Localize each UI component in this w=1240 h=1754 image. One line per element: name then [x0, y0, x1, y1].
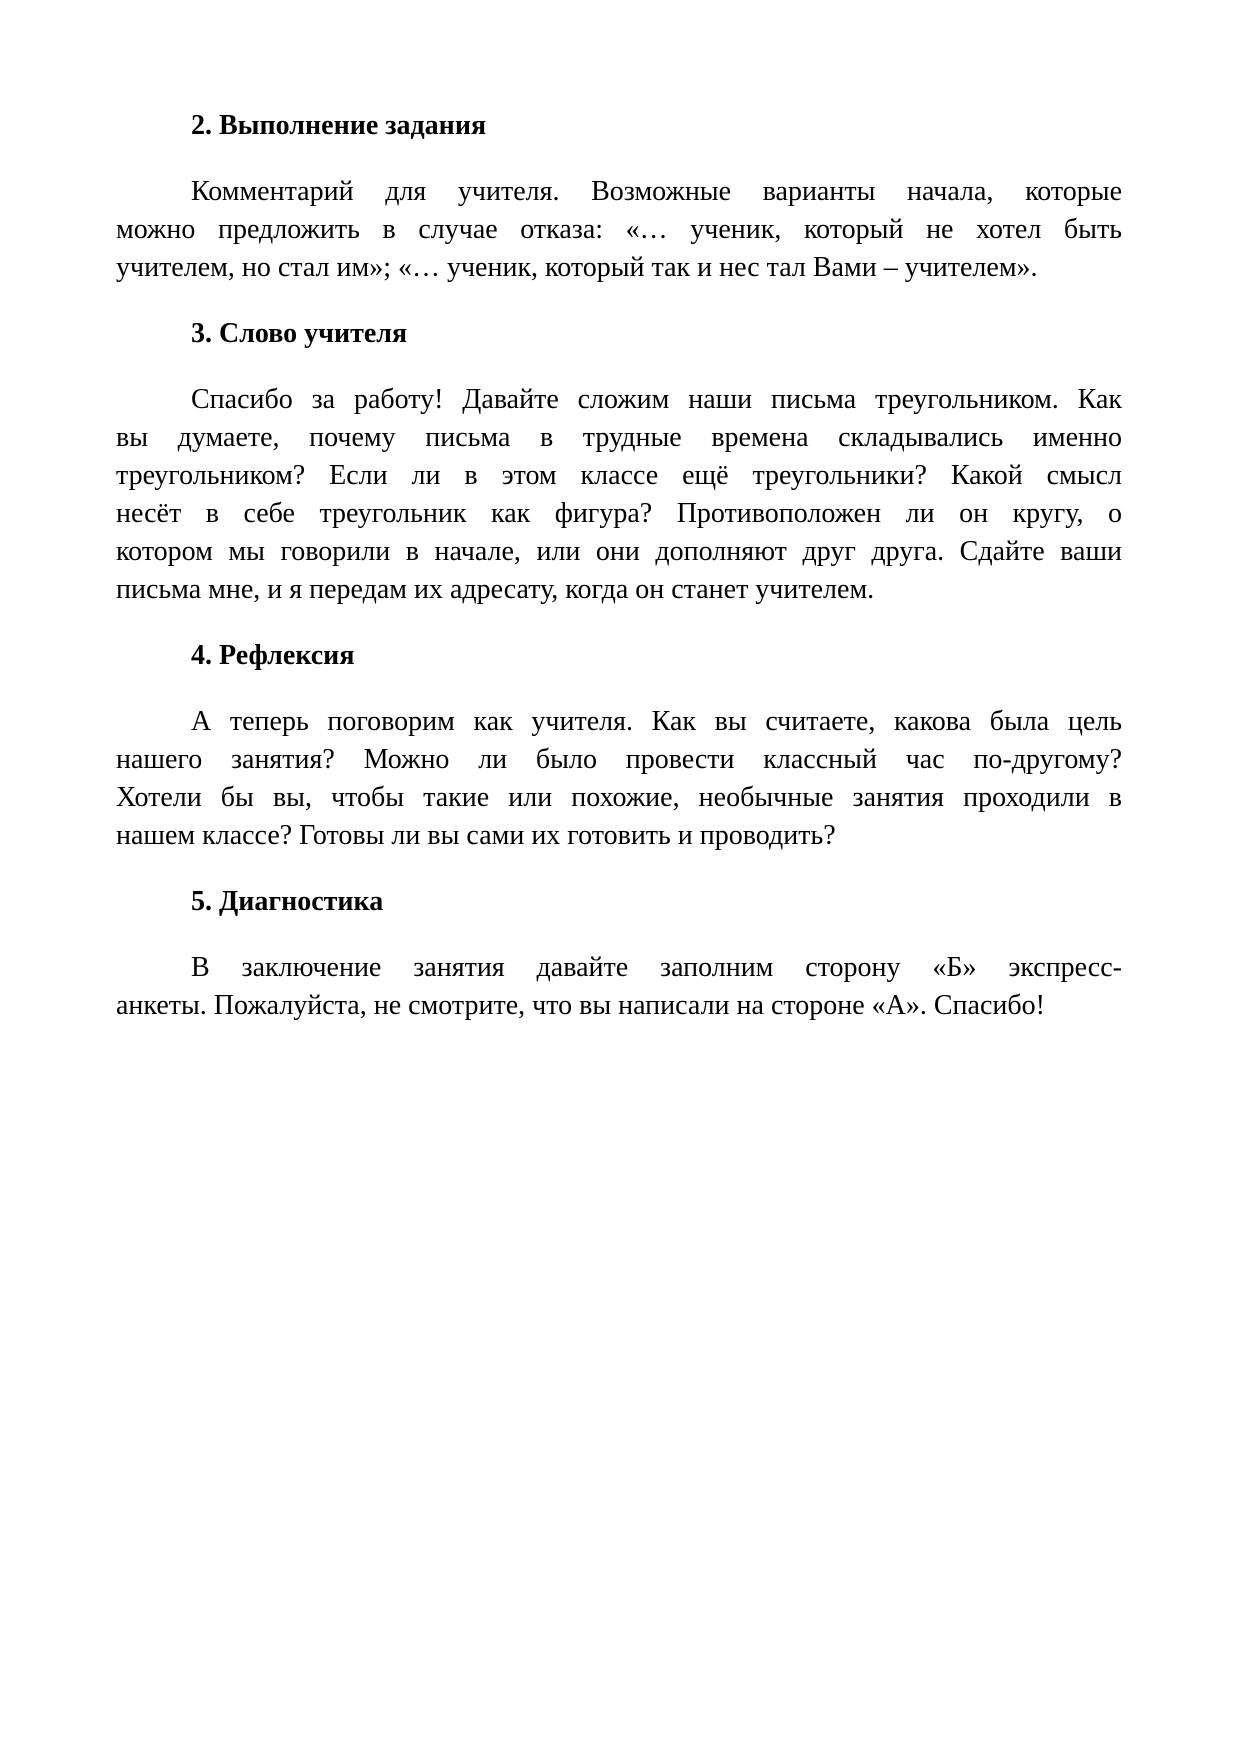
section-2-heading: 2. Выполнение задания	[191, 110, 487, 141]
paragraph-line: Спасибо за работу! Давайте сложим наши письма треугольником. Как	[191, 384, 1122, 415]
paragraph-line: анкеты. Пожалуйста, не смотрите, что вы написали на стороне «А». Спасибо!	[116, 990, 1045, 1021]
paragraph-line: треугольником? Если ли в этом классе ещё треугольники? Какой смысл	[116, 460, 1122, 491]
section-5-paragraph	[116, 949, 1122, 1025]
paragraph-line: несёт в себе треугольник как фигура? Противоположен ли он кругу, о	[116, 498, 1122, 529]
paragraph-line: письма мне, и я передам их адресату, когда он станет учителем.	[116, 574, 875, 605]
paragraph-line: нашего занятия? Можно ли было провести классный час по-другому?	[116, 744, 1122, 775]
paragraph-line: котором мы говорили в начале, или они дополняют друг друга. Сдайте ваши	[116, 536, 1122, 567]
section-4-heading: 4. Рефлексия	[191, 640, 355, 671]
paragraph-line: Хотели бы вы, чтобы такие или похожие, необычные занятия проходили в	[116, 782, 1122, 813]
section-4-paragraph	[116, 703, 1122, 855]
paragraph-line: А теперь поговорим как учителя. Как вы считаете, какова была цель	[191, 706, 1122, 737]
section-3-paragraph	[116, 381, 1122, 609]
section-5-heading: 5. Диагностика	[191, 886, 384, 917]
paragraph-line: нашем классе? Готовы ли вы сами их готовить и проводить?	[116, 820, 836, 851]
paragraph-line: Комментарий для учителя. Возможные варианты начала, которые	[191, 176, 1122, 207]
section-3-heading: 3. Слово учителя	[191, 318, 408, 349]
section-2-paragraph	[116, 173, 1122, 287]
paragraph-line: учителем, но стал им»; «… ученик, который так и нес тал Вами – учителем».	[116, 252, 1038, 283]
paragraph-line: вы думаете, почему письма в трудные времена складывались именно	[116, 422, 1122, 453]
paragraph-line: можно предложить в случае отказа: «… ученик, который не хотел быть	[116, 214, 1122, 245]
paragraph-line: В заключение занятия давайте заполним сторону «Б» экспресс-	[191, 952, 1122, 983]
